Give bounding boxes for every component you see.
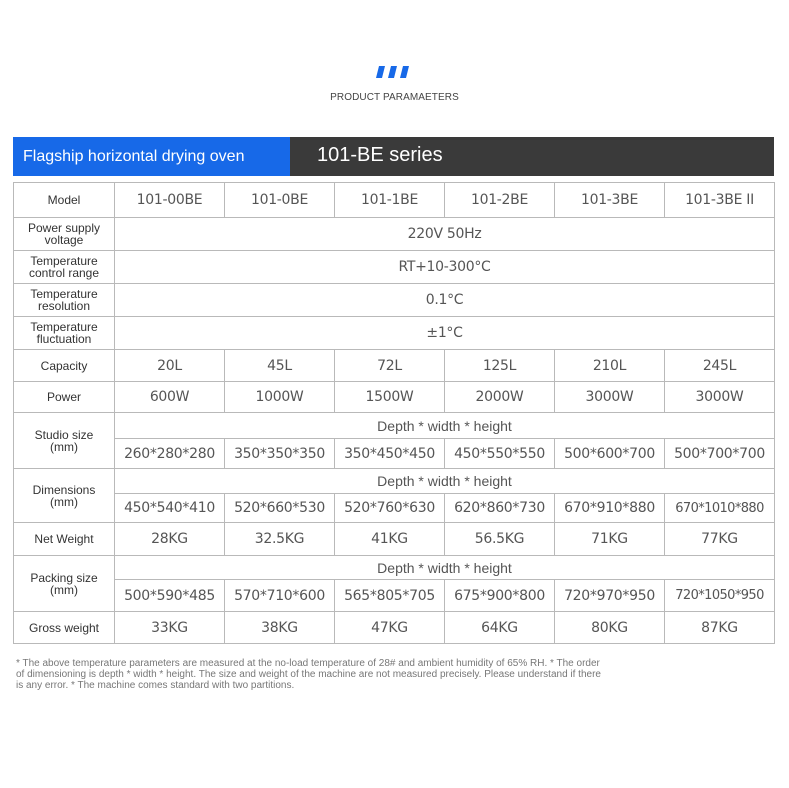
dimensions-cell: 520*760*630: [335, 494, 445, 523]
product-type-title: Flagship horizontal drying oven: [13, 137, 290, 176]
row-label: Power: [14, 382, 115, 413]
packing-size-subheader: Depth * width * height: [115, 556, 775, 580]
table-row-dimensions-sub: [14, 469, 775, 494]
temp-fluctuation-value: ±1°C: [115, 317, 775, 350]
table-row-model: [14, 183, 775, 218]
brand-slashes-icon: [376, 66, 412, 78]
gross-weight-cell: 33KG: [115, 612, 225, 644]
row-label: Temperature resolution: [14, 284, 115, 317]
power-cell: 3000W: [555, 382, 665, 413]
power-cell: 3000W: [665, 382, 775, 413]
gross-weight-cell: 38KG: [225, 612, 335, 644]
model-cell: 101-0BE: [225, 183, 335, 218]
table-row-temp-fluctuation: [14, 317, 775, 350]
footnote-text: * The above temperature parameters are measured at the no-load temperature of 28# and ambient humidity of 65% RH. * The order of dimensioning is depth * width * height. The size and weight of the machine are not measured precisely. Please understand if there is any error. * The machine comes standard with two partitions.: [16, 658, 601, 691]
packing-size-cell: 675*900*800: [445, 580, 555, 612]
table-row-packing-size: [14, 580, 775, 612]
studio-size-cell: 260*280*280: [115, 439, 225, 469]
power-supply-value: 220V 50Hz: [115, 218, 775, 251]
row-label: Power supply voltage: [14, 218, 115, 251]
capacity-cell: 45L: [225, 350, 335, 382]
row-label: Gross weight: [14, 612, 115, 644]
capacity-cell: 210L: [555, 350, 665, 382]
packing-size-cell: 570*710*600: [225, 580, 335, 612]
row-label: Temperature control range: [14, 251, 115, 284]
table-row-net-weight: [14, 523, 775, 556]
capacity-cell: 20L: [115, 350, 225, 382]
model-cell: 101-2BE: [445, 183, 555, 218]
studio-size-subheader: Depth * width * height: [115, 413, 775, 439]
gross-weight-cell: 87KG: [665, 612, 775, 644]
dimensions-cell: 670*910*880: [555, 494, 665, 523]
net-weight-cell: 71KG: [555, 523, 665, 556]
row-label: Net Weight: [14, 523, 115, 556]
studio-size-cell: 450*550*550: [445, 439, 555, 469]
dimensions-cell: 520*660*530: [225, 494, 335, 523]
table-row-power-supply: [14, 218, 775, 251]
temp-range-value: RT+10-300°C: [115, 251, 775, 284]
capacity-cell: 245L: [665, 350, 775, 382]
dimensions-cell: 620*860*730: [445, 494, 555, 523]
model-cell: 101-00BE: [115, 183, 225, 218]
table-row-capacity: [14, 350, 775, 382]
spec-table: [13, 182, 775, 644]
section-subtitle: PRODUCT PARAMAETERS: [330, 92, 459, 103]
gross-weight-cell: 47KG: [335, 612, 445, 644]
row-label: Studio size (mm): [14, 413, 115, 469]
studio-size-cell: 350*450*450: [335, 439, 445, 469]
dimensions-cell: 670*1010*880: [665, 494, 775, 523]
table-row-dimensions: [14, 494, 775, 523]
capacity-cell: 125L: [445, 350, 555, 382]
model-cell: 101-3BE II: [665, 183, 775, 218]
net-weight-cell: 28KG: [115, 523, 225, 556]
net-weight-cell: 41KG: [335, 523, 445, 556]
title-banner: [13, 137, 774, 176]
studio-size-cell: 350*350*350: [225, 439, 335, 469]
capacity-cell: 72L: [335, 350, 445, 382]
table-row-studio-size-sub: [14, 413, 775, 439]
row-label: Model: [14, 183, 115, 218]
power-cell: 1000W: [225, 382, 335, 413]
model-cell: 101-1BE: [335, 183, 445, 218]
net-weight-cell: 56.5KG: [445, 523, 555, 556]
packing-size-cell: 565*805*705: [335, 580, 445, 612]
table-row-studio-size: [14, 439, 775, 469]
power-cell: 1500W: [335, 382, 445, 413]
power-cell: 2000W: [445, 382, 555, 413]
studio-size-cell: 500*600*700: [555, 439, 665, 469]
table-row-packing-size-sub: [14, 556, 775, 580]
series-title: 101-BE series: [317, 144, 443, 166]
dimensions-subheader: Depth * width * height: [115, 469, 775, 494]
packing-size-cell: 500*590*485: [115, 580, 225, 612]
table-row-power: [14, 382, 775, 413]
gross-weight-cell: 80KG: [555, 612, 665, 644]
dimensions-cell: 450*540*410: [115, 494, 225, 523]
net-weight-cell: 77KG: [665, 523, 775, 556]
table-row-gross-weight: [14, 612, 775, 644]
table-row-temp-range: [14, 251, 775, 284]
row-label: Temperature fluctuation: [14, 317, 115, 350]
table-row-temp-resolution: [14, 284, 775, 317]
net-weight-cell: 32.5KG: [225, 523, 335, 556]
packing-size-cell: 720*1050*950: [665, 580, 775, 612]
packing-size-cell: 720*970*950: [555, 580, 665, 612]
row-label: Dimensions (mm): [14, 469, 115, 523]
model-cell: 101-3BE: [555, 183, 665, 218]
temp-resolution-value: 0.1°C: [115, 284, 775, 317]
power-cell: 600W: [115, 382, 225, 413]
studio-size-cell: 500*700*700: [665, 439, 775, 469]
gross-weight-cell: 64KG: [445, 612, 555, 644]
row-label: Capacity: [14, 350, 115, 382]
row-label: Packing size (mm): [14, 556, 115, 612]
